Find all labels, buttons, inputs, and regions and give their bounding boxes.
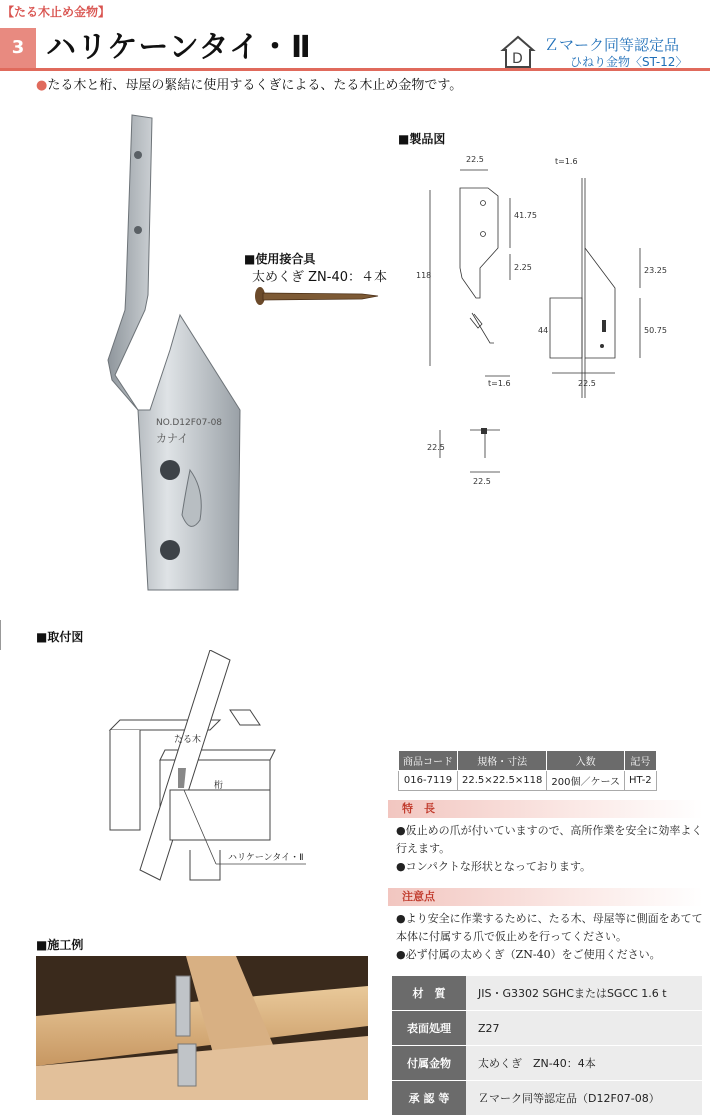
zmark-block [500, 34, 700, 70]
product-photo [90, 110, 250, 600]
photo-stamp: NO.D12F07-08 [156, 418, 223, 428]
zmark-subtitle: ひねり金物〈ST-12〉 [570, 55, 688, 69]
property-row [392, 1011, 702, 1046]
drawing-label: ■製品図 [398, 132, 446, 146]
dim-side-width: 22.5 [578, 379, 596, 388]
dim-plan-height: 22.5 [427, 443, 445, 452]
spec-header: 記号 [624, 751, 656, 771]
spec-code: 016-7119 [399, 771, 458, 791]
dim-side-44: 44 [538, 326, 549, 335]
photo-hole [134, 151, 142, 159]
spec-size: 22.5×22.5×118 [458, 771, 547, 791]
dim-top-width: 22.5 [466, 155, 484, 164]
example-label: ■施工例 [36, 938, 84, 952]
caution-item: ●より安全に作業するために、たる木、母屋等に側面をあてて本体に付属する爪で仮止めを行ってください。 [396, 912, 703, 943]
dim-side-upper: 23.25 [644, 266, 667, 275]
property-value: JIS・G3302 SGHCまたはSGCC 1.6 t [466, 976, 702, 1011]
dim-thickness-top: t=1.6 [555, 157, 578, 166]
spec-header: 商品コード [399, 751, 458, 771]
cautions-title: 注意点 [388, 888, 703, 906]
page-guide-line [0, 620, 1, 650]
photo-brand: カナイ [156, 432, 189, 445]
nail-label: ■使用接合具 [244, 252, 316, 266]
drawing-hole [600, 344, 604, 348]
example-photo [36, 956, 368, 1100]
spec-qty: 200個／ケース [547, 771, 625, 791]
product-callout: ハリケーンタイ・Ⅱ [228, 853, 304, 863]
lead-text [36, 74, 462, 93]
nail-spec: 太めくぎ ZN-40：４本 [252, 270, 387, 285]
svg-text:D: D [512, 51, 523, 67]
plan-drawing [425, 420, 535, 490]
spec-table [398, 750, 657, 791]
plan-claw [481, 428, 487, 434]
photo-hole [160, 540, 180, 560]
spec-row [399, 771, 657, 791]
dim-hole-gap: 41.75 [514, 211, 537, 220]
spec-header: 規格・寸法 [458, 751, 547, 771]
features-title: 特 長 [388, 800, 703, 818]
example-bracket [176, 976, 190, 1036]
property-row [392, 1046, 702, 1081]
drawing-slot [602, 320, 606, 332]
section-number: 3 [0, 28, 36, 68]
lead-bullet: ● [36, 78, 48, 93]
feature-item: ●仮止めの爪が付いていますので、高所作業を安全に効率よく行えます。 [396, 824, 703, 855]
product-drawing [410, 148, 670, 398]
property-value: Ｚマーク同等認定品（D12F07-08） [466, 1081, 702, 1116]
zmark-title: Ｚマーク同等認定品 [544, 36, 680, 54]
dim-plan-width: 22.5 [473, 477, 491, 486]
category-tag: 【たる木止め金物】 [2, 5, 111, 19]
spec-header: 入数 [547, 751, 625, 771]
example-bracket-lower [178, 1044, 196, 1086]
photo-hole [134, 226, 142, 234]
spec-symbol: HT-2 [624, 771, 656, 791]
property-key: 承 認 等 [392, 1081, 466, 1116]
dim-height: 118 [416, 271, 432, 280]
zmark-house-icon [500, 34, 536, 70]
caution-item: ●必ず付属の太めくぎ（ZN-40）をご使用ください。 [396, 948, 661, 961]
property-value: Z27 [466, 1011, 702, 1046]
dim-offset: 2.25 [514, 263, 532, 272]
install-label: ■取付図 [36, 630, 84, 644]
property-key: 材 質 [392, 976, 466, 1011]
lead-body: たる木と桁、母屋の緊結に使用するくぎによる、たる木止め金物です。 [47, 78, 463, 93]
property-value: 太めくぎ ZN-40：4本 [466, 1046, 702, 1081]
property-key: 付属金物 [392, 1046, 466, 1081]
property-row [392, 1081, 702, 1116]
feature-item: ●コンパクトな形状となっております。 [396, 860, 591, 873]
photo-hole [160, 460, 180, 480]
property-row [392, 976, 702, 1011]
nail-image [254, 285, 384, 309]
properties-table [392, 976, 702, 1116]
page-title: ハリケーンタイ・Ⅱ [46, 30, 312, 65]
beam-label: 桁 [214, 781, 224, 791]
dim-side-lower: 50.75 [644, 326, 667, 335]
property-key: 表面処理 [392, 1011, 466, 1046]
install-figure [100, 650, 330, 890]
dim-thickness-bottom: t=1.6 [488, 379, 511, 388]
rafter-label: たる木 [174, 735, 202, 745]
